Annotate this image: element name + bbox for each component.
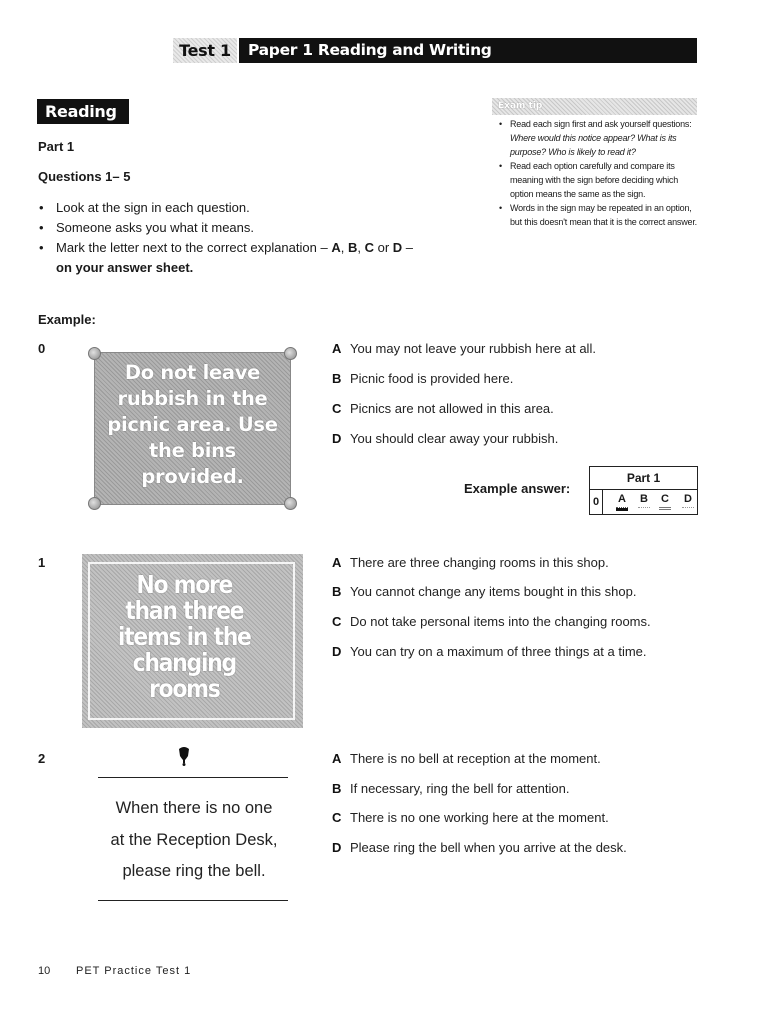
- instruction-text: Someone asks you what it means.: [56, 220, 254, 235]
- sign-line: at the Reception Desk,: [110, 830, 278, 849]
- sign-line: please ring the bell.: [122, 862, 266, 880]
- option-letter: B: [332, 584, 342, 599]
- option-c[interactable]: [332, 810, 609, 825]
- example-label: Example:: [38, 312, 96, 327]
- option-text: There are three changing rooms in this shop.: [350, 555, 609, 570]
- answer-letter: B: [640, 493, 648, 505]
- question-number: 1: [38, 555, 46, 570]
- sign-line: picnic area. Use: [107, 413, 278, 436]
- answer-letter: D: [684, 493, 692, 505]
- option-letter: D: [332, 840, 342, 855]
- instruction-item: [38, 198, 478, 218]
- option-text: You cannot change any items bought in this shop.: [350, 584, 637, 599]
- changing-rooms-sign: [82, 554, 303, 728]
- instructions-list: [38, 198, 478, 278]
- option-b[interactable]: [332, 371, 513, 386]
- option-text: There is no one working here at the moment.: [350, 810, 609, 825]
- option-letter: C: [332, 614, 342, 629]
- sign-line: No more: [136, 570, 233, 599]
- answer-letter: C: [661, 493, 669, 505]
- letter-d: D: [392, 240, 403, 255]
- option-text: Picnics are not allowed in this area.: [350, 401, 554, 416]
- option-text: You may not leave your rubbish here at all.: [350, 341, 596, 356]
- divider: [602, 489, 603, 515]
- paper-title: Paper 1 Reading and Writing: [239, 38, 697, 63]
- reception-sign-text: [90, 793, 298, 888]
- option-letter: D: [332, 431, 342, 446]
- sign-line: Do not leave: [124, 361, 261, 384]
- option-text: Picnic food is provided here.: [350, 371, 514, 386]
- answer-mark: [616, 507, 628, 511]
- option-b[interactable]: [332, 781, 569, 796]
- bolt-icon: [284, 347, 297, 360]
- option-text: You should clear away your rubbish.: [350, 431, 559, 446]
- sign-text: [95, 572, 274, 702]
- dash: –: [405, 240, 414, 255]
- option-text: Please ring the bell when you arrive at the desk.: [350, 840, 627, 855]
- tip-text: Read each sign first and ask yourself questions:: [510, 119, 692, 129]
- sign-line: the bins: [149, 439, 236, 462]
- sign-line: When there is no one: [115, 799, 273, 817]
- sign-text: [94, 360, 291, 490]
- example-answer-label: Example answer:: [464, 481, 571, 496]
- option-letter: C: [332, 401, 342, 416]
- book-title: PET Practice Test 1: [76, 965, 192, 977]
- option-text: There is no bell at reception at the moment.: [350, 751, 601, 766]
- option-text: You can try on a maximum of three things at a time.: [350, 644, 647, 659]
- top-rule: [98, 777, 288, 778]
- option-letter: D: [332, 644, 342, 659]
- test-label: Test 1: [173, 38, 237, 63]
- option-letter: A: [332, 555, 342, 570]
- tip-italic-text: Where would this notice appear? What is its purpose? Who is likely to read it?: [510, 133, 677, 157]
- option-d[interactable]: [332, 840, 627, 855]
- letter-a: A: [331, 240, 341, 255]
- answer-mark: [682, 507, 694, 508]
- option-letter: B: [332, 371, 342, 386]
- picnic-sign: [86, 346, 299, 511]
- option-letter: A: [332, 341, 342, 356]
- bolt-icon: [88, 347, 101, 360]
- letter-c: C: [364, 240, 374, 255]
- option-c[interactable]: [332, 614, 651, 629]
- option-a[interactable]: [332, 751, 601, 766]
- questions-label: Questions 1– 5: [38, 169, 131, 184]
- bolt-icon: [284, 497, 297, 510]
- part-label: Part 1: [38, 139, 75, 154]
- bolt-icon: [88, 497, 101, 510]
- exam-tip-item: [499, 159, 699, 201]
- question-number: 2: [38, 751, 46, 766]
- option-letter: C: [332, 810, 342, 825]
- exam-tip-item: [499, 117, 699, 159]
- option-d[interactable]: [332, 644, 647, 659]
- option-text: Do not take personal items into the changing rooms.: [350, 614, 651, 629]
- sign-line: rubbish in the: [117, 387, 268, 410]
- option-a[interactable]: [332, 341, 596, 356]
- option-c[interactable]: [332, 401, 554, 416]
- answer-letter: A: [618, 493, 626, 505]
- letter-b: B: [347, 240, 358, 255]
- tip-text: Words in the sign may be repeated in an option, but this doesn't mean that it is the correct answer.: [510, 203, 697, 227]
- letter-or: or: [377, 240, 390, 255]
- option-letter: B: [332, 781, 342, 796]
- instruction-text: Mark the letter next to the correct explanation –: [56, 240, 328, 255]
- option-d[interactable]: [332, 431, 558, 446]
- question-number: 0: [38, 341, 46, 356]
- instruction-emphasis: on your answer sheet.: [56, 260, 194, 275]
- option-b[interactable]: [332, 584, 636, 599]
- answer-sheet-box: [589, 466, 698, 515]
- bell-icon: [177, 746, 191, 766]
- option-text: If necessary, ring the bell for attention.: [350, 781, 570, 796]
- sign-line: provided.: [141, 465, 244, 488]
- sign-line: changing: [132, 648, 236, 677]
- answer-box-title: Part 1: [590, 467, 697, 490]
- sign-line: items in the: [117, 622, 251, 651]
- exam-tip-item: [499, 201, 699, 229]
- bottom-rule: [98, 900, 288, 901]
- answer-mark: [659, 507, 671, 510]
- instruction-item: [38, 218, 478, 238]
- page-number: 10: [38, 965, 51, 977]
- answer-mark: [638, 507, 650, 508]
- sign-line: rooms: [149, 674, 220, 703]
- instruction-item: • Mark the letter next to the correct explanation – A, B, C or D – on your answer sheet.: [38, 238, 478, 278]
- answer-row-number: 0: [593, 496, 600, 508]
- section-title: Reading: [37, 99, 129, 124]
- sign-line: than three: [125, 596, 244, 625]
- instruction-text: Look at the sign in each question.: [56, 200, 250, 215]
- option-a[interactable]: [332, 555, 609, 570]
- exam-tip-list: [499, 117, 699, 229]
- exam-tip-header: Exam tip: [492, 98, 697, 115]
- option-letter: A: [332, 751, 342, 766]
- tip-text: Read each option carefully and compare its meaning with the sign before deciding which option means the same as the sign.: [510, 161, 679, 199]
